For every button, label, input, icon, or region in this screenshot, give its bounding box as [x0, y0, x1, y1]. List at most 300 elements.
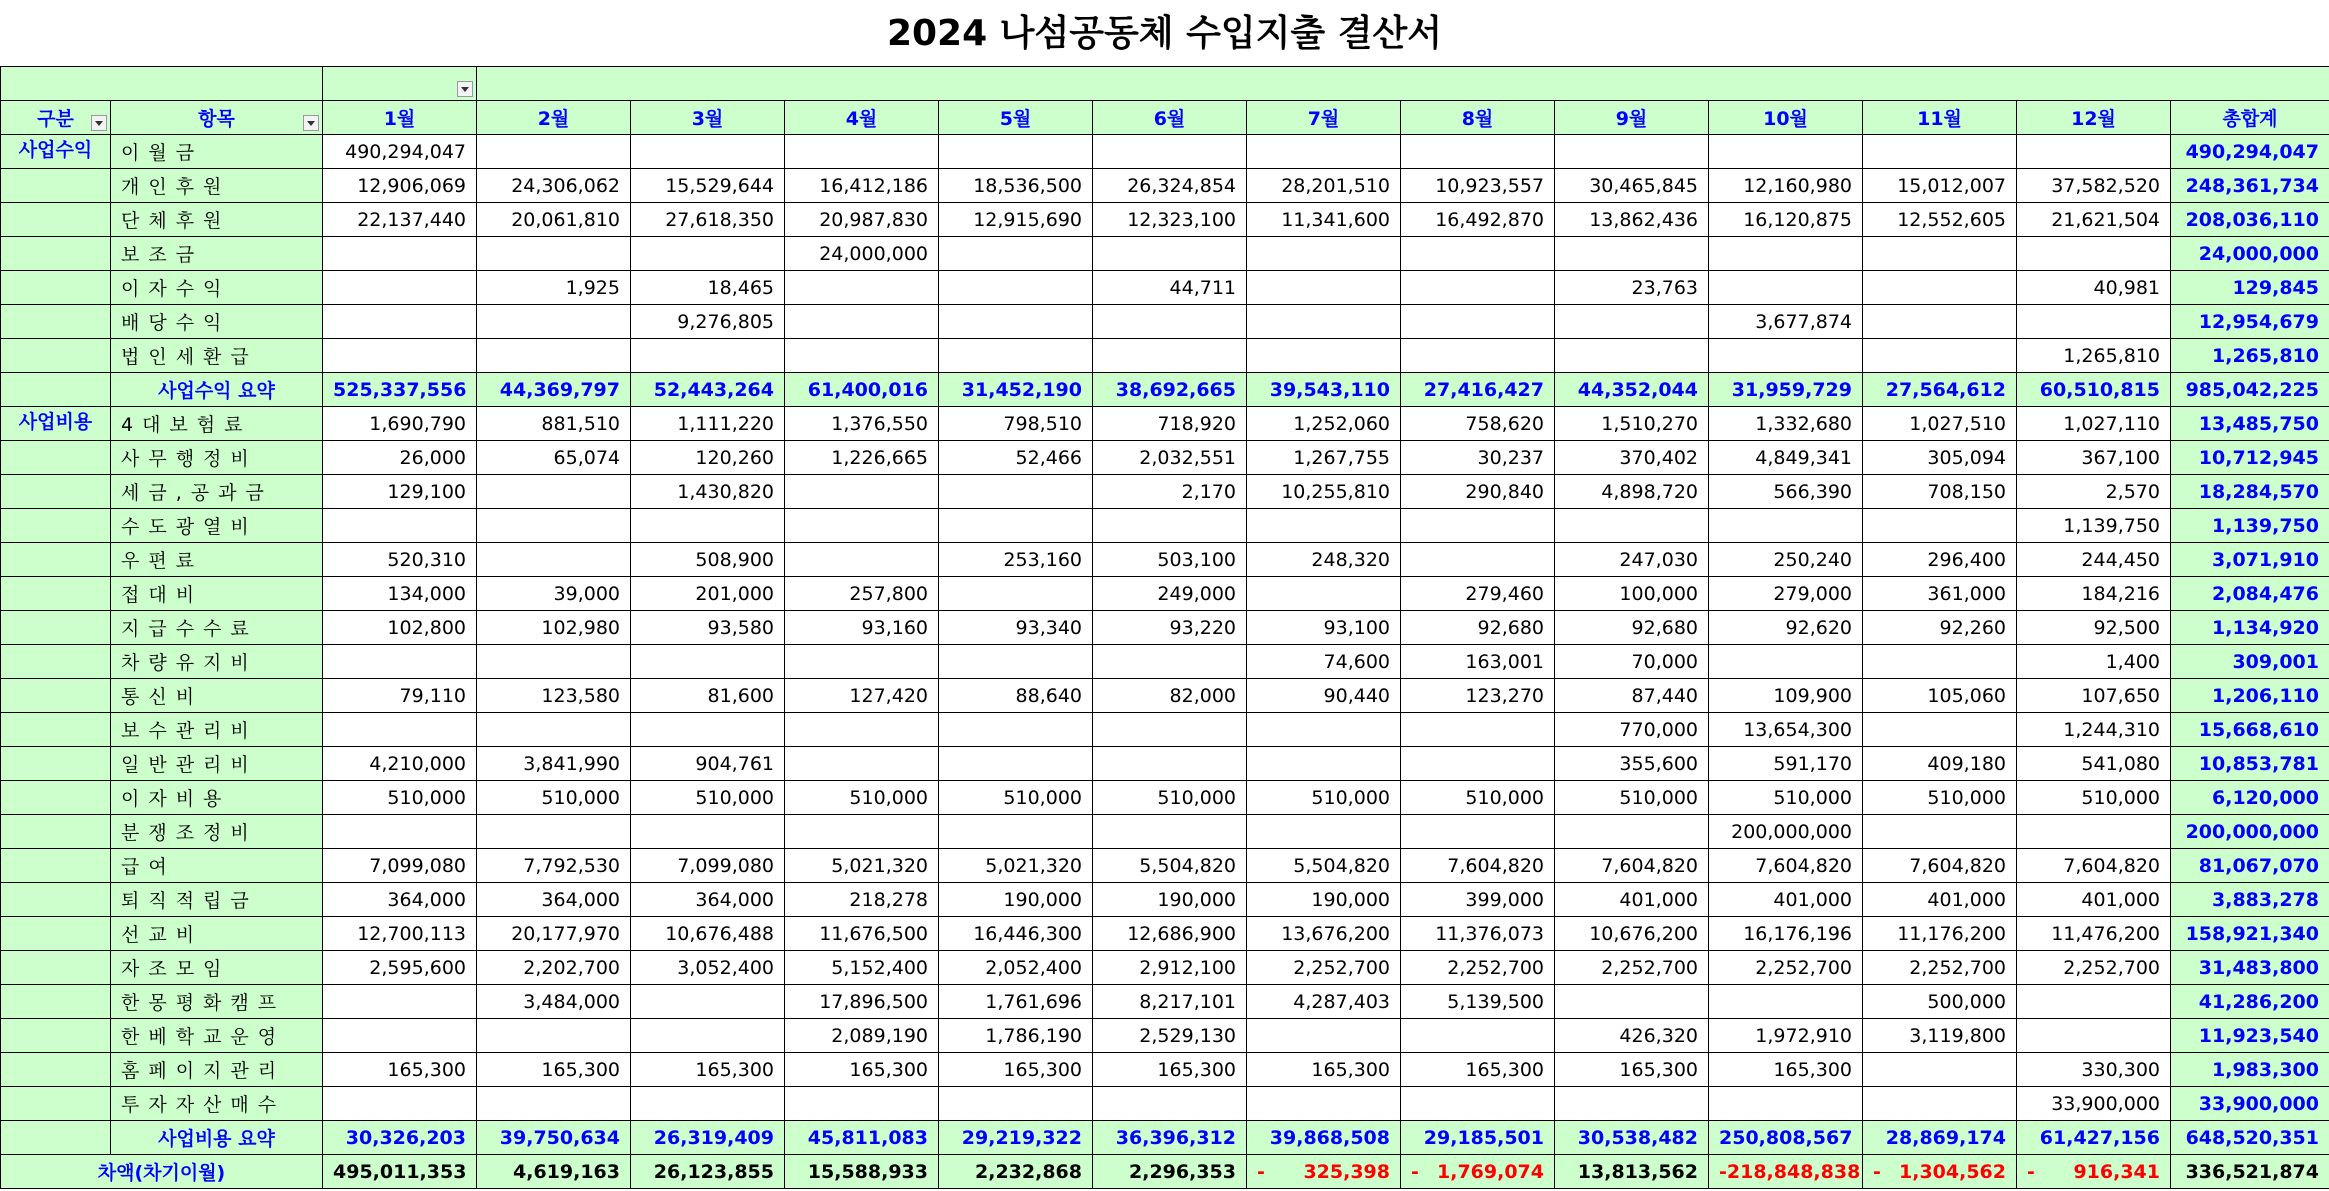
expense-value-cell: 510,000 [1709, 781, 1863, 815]
expense-value-cell: 190,000 [939, 883, 1093, 917]
expense-row-total: 200,000,000 [2171, 815, 2329, 849]
expense-value-cell: 92,260 [1863, 611, 2017, 645]
expense-summary-value: 26,319,409 [631, 1121, 785, 1155]
expense-value-cell: 1,267,755 [1247, 441, 1401, 475]
expense-summary-value: 28,869,174 [1863, 1121, 2017, 1155]
expense-value-cell [323, 985, 477, 1019]
income-category-cell [1, 203, 111, 237]
expense-value-cell: 1,252,060 [1247, 407, 1401, 441]
expense-value-cell [1093, 645, 1247, 679]
income-value-cell [1247, 271, 1401, 305]
header-month: 12월 [2017, 101, 2171, 135]
expense-row [1, 985, 2329, 1019]
balance-value-cell [1093, 1155, 1247, 1189]
balance-amount: 495,011,353 [333, 1160, 467, 1183]
expense-row [1, 815, 2329, 849]
expense-row [1, 577, 2329, 611]
expense-value-cell: 90,440 [1247, 679, 1401, 713]
balance-value-cell [1863, 1155, 2017, 1189]
income-value-cell [1247, 339, 1401, 373]
expense-item-label: 투자자산매수 [111, 1087, 323, 1121]
expense-value-cell: 364,000 [323, 883, 477, 917]
expense-value-cell: 503,100 [1093, 543, 1247, 577]
negative-sign: - [1873, 1160, 1881, 1183]
expense-row [1, 475, 2329, 509]
expense-value-cell [1555, 985, 1709, 1019]
expense-summary-value: 45,811,083 [785, 1121, 939, 1155]
expense-value-cell: 165,300 [1555, 1053, 1709, 1087]
expense-value-cell: 1,690,790 [323, 407, 477, 441]
expense-value-cell: 520,310 [323, 543, 477, 577]
balance-value-cell [477, 1155, 631, 1189]
expense-value-cell: 1,027,110 [2017, 407, 2171, 441]
expense-value-cell: 1,376,550 [785, 407, 939, 441]
income-summary-row [1, 373, 2329, 407]
header-month: 2월 [477, 101, 631, 135]
income-value-cell: 16,492,870 [1401, 203, 1555, 237]
expense-value-cell: 4,898,720 [1555, 475, 1709, 509]
income-value-cell [1401, 305, 1555, 339]
expense-value-cell [2017, 985, 2171, 1019]
income-value-cell [323, 271, 477, 305]
income-value-cell [939, 135, 1093, 169]
expense-value-cell: 7,099,080 [631, 849, 785, 883]
income-value-cell [939, 237, 1093, 271]
expense-value-cell: 7,604,820 [1401, 849, 1555, 883]
expense-value-cell [785, 475, 939, 509]
expense-value-cell [1093, 509, 1247, 543]
header-month: 8월 [1401, 101, 1555, 135]
income-category-cell [1, 339, 111, 373]
expense-value-cell: 11,176,200 [1863, 917, 2017, 951]
expense-value-cell [1247, 1087, 1401, 1121]
income-value-cell: 26,324,854 [1093, 169, 1247, 203]
expense-value-cell: 200,000,000 [1709, 815, 1863, 849]
expense-value-cell: 5,021,320 [785, 849, 939, 883]
expense-summary-label: 사업비용 요약 [111, 1121, 323, 1155]
expense-value-cell: 3,052,400 [631, 951, 785, 985]
expense-value-cell: 5,139,500 [1401, 985, 1555, 1019]
income-category-cell [1, 271, 111, 305]
expense-row-total: 2,084,476 [2171, 577, 2329, 611]
income-item-label: 배당수익 [111, 305, 323, 339]
expense-value-cell [1093, 1087, 1247, 1121]
expense-value-cell: 355,600 [1555, 747, 1709, 781]
income-row-total: 1,265,810 [2171, 339, 2329, 373]
expense-row [1, 781, 2329, 815]
expense-value-cell [1401, 509, 1555, 543]
expense-value-cell: 127,420 [785, 679, 939, 713]
expense-value-cell: 201,000 [631, 577, 785, 611]
expense-value-cell [1863, 509, 2017, 543]
expense-value-cell [785, 747, 939, 781]
expense-value-cell: 367,100 [2017, 441, 2171, 475]
income-value-cell: 18,465 [631, 271, 785, 305]
income-summary-value: 38,692,665 [1093, 373, 1247, 407]
expense-value-cell: 123,270 [1401, 679, 1555, 713]
expense-value-cell: 5,504,820 [1247, 849, 1401, 883]
balance-value-cell [785, 1155, 939, 1189]
expense-value-cell: 184,216 [2017, 577, 2171, 611]
expense-category-cell [1, 1019, 111, 1053]
expense-value-cell: 279,460 [1401, 577, 1555, 611]
header-month: 1월 [323, 101, 477, 135]
expense-value-cell: 2,252,700 [1863, 951, 2017, 985]
expense-value-cell: 26,000 [323, 441, 477, 475]
expense-value-cell: 257,800 [785, 577, 939, 611]
expense-row [1, 713, 2329, 747]
expense-value-cell: 165,300 [1247, 1053, 1401, 1087]
expense-value-cell: 2,202,700 [477, 951, 631, 985]
expense-row-total: 3,071,910 [2171, 543, 2329, 577]
expense-value-cell: 16,176,196 [1709, 917, 1863, 951]
expense-value-cell: 510,000 [785, 781, 939, 815]
expense-row-total: 1,139,750 [2171, 509, 2329, 543]
expense-value-cell [477, 815, 631, 849]
expense-row-total: 18,284,570 [2171, 475, 2329, 509]
income-value-cell [1863, 135, 2017, 169]
expense-value-cell [785, 543, 939, 577]
expense-summary-value: 29,185,501 [1401, 1121, 1555, 1155]
income-row [1, 271, 2329, 305]
income-value-cell [631, 135, 785, 169]
income-value-cell: 12,323,100 [1093, 203, 1247, 237]
income-value-cell: 24,306,062 [477, 169, 631, 203]
expense-row [1, 883, 2329, 917]
expense-value-cell [1863, 815, 2017, 849]
income-value-cell [939, 271, 1093, 305]
expense-value-cell [785, 509, 939, 543]
expense-row [1, 509, 2329, 543]
expense-value-cell [939, 747, 1093, 781]
expense-item-label: 한베학교운영 [111, 1019, 323, 1053]
expense-value-cell: 10,676,200 [1555, 917, 1709, 951]
expense-row-total: 33,900,000 [2171, 1087, 2329, 1121]
expense-value-cell [1555, 509, 1709, 543]
expense-value-cell: 165,300 [939, 1053, 1093, 1087]
income-value-cell: 30,465,845 [1555, 169, 1709, 203]
balance-value-cell [631, 1155, 785, 1189]
income-value-cell [1709, 339, 1863, 373]
expense-value-cell: 7,792,530 [477, 849, 631, 883]
income-row [1, 169, 2329, 203]
income-row [1, 203, 2329, 237]
income-value-cell: 20,061,810 [477, 203, 631, 237]
expense-value-cell: 109,900 [1709, 679, 1863, 713]
income-value-cell: 27,618,350 [631, 203, 785, 237]
income-value-cell: 20,987,830 [785, 203, 939, 237]
expense-value-cell: 249,000 [1093, 577, 1247, 611]
expense-value-cell: 10,255,810 [1247, 475, 1401, 509]
income-value-cell [323, 237, 477, 271]
expense-value-cell: 1,244,310 [2017, 713, 2171, 747]
expense-value-cell: 7,604,820 [2017, 849, 2171, 883]
income-value-cell [1093, 237, 1247, 271]
expense-value-cell: 296,400 [1863, 543, 2017, 577]
income-value-cell [631, 237, 785, 271]
category-filter-dropdown-icon[interactable] [91, 115, 107, 131]
expense-value-cell [631, 815, 785, 849]
negative-sign: - [1411, 1160, 1419, 1183]
expense-summary-total: 648,520,351 [2171, 1121, 2329, 1155]
income-summary-value: 525,337,556 [323, 373, 477, 407]
expense-category-cell [1, 815, 111, 849]
expense-value-cell: 4,849,341 [1709, 441, 1863, 475]
expense-value-cell: 253,160 [939, 543, 1093, 577]
expense-value-cell [1709, 509, 1863, 543]
expense-value-cell: 7,099,080 [323, 849, 477, 883]
income-value-cell: 40,981 [2017, 271, 2171, 305]
expense-value-cell [1401, 747, 1555, 781]
expense-value-cell: 541,080 [2017, 747, 2171, 781]
income-value-cell [477, 237, 631, 271]
expense-value-cell: 2,089,190 [785, 1019, 939, 1053]
item-filter-dropdown-icon[interactable] [303, 115, 319, 131]
header-month: 11월 [1863, 101, 2017, 135]
expense-value-cell: 1,400 [2017, 645, 2171, 679]
expense-value-cell: 123,580 [477, 679, 631, 713]
income-value-cell [1401, 271, 1555, 305]
expense-value-cell: 13,676,200 [1247, 917, 1401, 951]
expense-value-cell: 93,160 [785, 611, 939, 645]
income-value-cell [785, 339, 939, 373]
expense-value-cell: 100,000 [1555, 577, 1709, 611]
expense-value-cell: 361,000 [1863, 577, 2017, 611]
expense-value-cell: 2,252,700 [1709, 951, 1863, 985]
expense-value-cell: 2,032,551 [1093, 441, 1247, 475]
income-value-cell: 21,621,504 [2017, 203, 2171, 237]
income-value-cell [1555, 339, 1709, 373]
expense-value-cell: 70,000 [1555, 645, 1709, 679]
expense-value-cell: 165,300 [785, 1053, 939, 1087]
expense-value-cell [1401, 713, 1555, 747]
income-row [1, 305, 2329, 339]
expense-value-cell: 7,604,820 [1709, 849, 1863, 883]
income-value-cell: 44,711 [1093, 271, 1247, 305]
income-item-label: 개인후원 [111, 169, 323, 203]
expense-value-cell: 510,000 [1401, 781, 1555, 815]
expense-row [1, 1053, 2329, 1087]
expense-value-cell: 2,529,130 [1093, 1019, 1247, 1053]
expense-row-total: 13,485,750 [2171, 407, 2329, 441]
expense-item-label: 보수관리비 [111, 713, 323, 747]
expense-category-cell [1, 747, 111, 781]
expense-value-cell [939, 645, 1093, 679]
income-value-cell: 12,552,605 [1863, 203, 2017, 237]
income-value-cell: 23,763 [1555, 271, 1709, 305]
income-value-cell: 24,000,000 [785, 237, 939, 271]
income-value-cell: 16,412,186 [785, 169, 939, 203]
expense-value-cell: 510,000 [1247, 781, 1401, 815]
expense-value-cell [939, 713, 1093, 747]
balance-amount: 13,813,562 [1577, 1160, 1698, 1183]
expense-value-cell [939, 815, 1093, 849]
expense-value-cell [477, 713, 631, 747]
income-value-cell [1093, 339, 1247, 373]
expense-item-label: 지급수수료 [111, 611, 323, 645]
income-value-cell: 12,160,980 [1709, 169, 1863, 203]
expense-value-cell: 1,139,750 [2017, 509, 2171, 543]
expense-row [1, 849, 2329, 883]
income-value-cell [1247, 135, 1401, 169]
income-summary-value: 44,369,797 [477, 373, 631, 407]
income-value-cell: 37,582,520 [2017, 169, 2171, 203]
header-category-label: 구분 [37, 108, 74, 130]
income-value-cell: 16,120,875 [1709, 203, 1863, 237]
expense-value-cell: 3,484,000 [477, 985, 631, 1019]
expense-value-cell [1247, 509, 1401, 543]
expense-category-cell [1, 577, 111, 611]
expense-value-cell: 93,340 [939, 611, 1093, 645]
expense-value-cell: 134,000 [323, 577, 477, 611]
expense-value-cell: 798,510 [939, 407, 1093, 441]
expense-value-cell: 244,450 [2017, 543, 2171, 577]
expense-value-cell: 33,900,000 [2017, 1087, 2171, 1121]
income-row [1, 135, 2329, 169]
filter-row [1, 67, 2329, 101]
expense-row-total: 15,668,610 [2171, 713, 2329, 747]
income-summary-label: 사업수익 요약 [111, 373, 323, 407]
expense-value-cell: 102,800 [323, 611, 477, 645]
settlement-table [0, 66, 2329, 1189]
expense-value-cell [631, 509, 785, 543]
income-value-cell [323, 339, 477, 373]
income-category-cell [1, 237, 111, 271]
expense-row [1, 543, 2329, 577]
income-value-cell [477, 339, 631, 373]
expense-value-cell: 102,980 [477, 611, 631, 645]
expense-value-cell: 401,000 [1709, 883, 1863, 917]
balance-value-cell [1247, 1155, 1401, 1189]
income-value-cell: 3,677,874 [1709, 305, 1863, 339]
income-row-total: 129,845 [2171, 271, 2329, 305]
expense-value-cell [785, 815, 939, 849]
income-value-cell: 9,276,805 [631, 305, 785, 339]
balance-value-cell [939, 1155, 1093, 1189]
expense-value-cell: 2,252,700 [1401, 951, 1555, 985]
expense-value-cell: 510,000 [477, 781, 631, 815]
expense-value-cell: 165,300 [1709, 1053, 1863, 1087]
income-value-cell: 18,536,500 [939, 169, 1093, 203]
expense-value-cell: 1,111,220 [631, 407, 785, 441]
expense-item-label: 선교비 [111, 917, 323, 951]
expense-value-cell: 218,278 [785, 883, 939, 917]
expense-value-cell [323, 713, 477, 747]
income-value-cell [1863, 339, 2017, 373]
expense-value-cell: 401,000 [1863, 883, 2017, 917]
balance-row [1, 1155, 2329, 1189]
expense-value-cell: 7,604,820 [1555, 849, 1709, 883]
expense-row-total: 10,712,945 [2171, 441, 2329, 475]
expense-item-label: 자조모임 [111, 951, 323, 985]
expense-row [1, 747, 2329, 781]
expense-value-cell: 2,252,700 [2017, 951, 2171, 985]
expense-value-cell [477, 1019, 631, 1053]
expense-value-cell: 2,912,100 [1093, 951, 1247, 985]
expense-summary-spacer [1, 1121, 111, 1155]
expense-row [1, 407, 2329, 441]
income-value-cell [785, 135, 939, 169]
expense-category-cell [1, 985, 111, 1019]
balance-value-cell [1709, 1155, 1863, 1189]
income-category-cell [1, 169, 111, 203]
expense-value-cell: 92,680 [1555, 611, 1709, 645]
expense-value-cell [1093, 747, 1247, 781]
expense-value-cell: 190,000 [1247, 883, 1401, 917]
expense-summary-value: 39,868,508 [1247, 1121, 1401, 1155]
filter-dropdown-icon[interactable] [457, 81, 473, 97]
expense-value-cell: 165,300 [1401, 1053, 1555, 1087]
expense-value-cell: 165,300 [1093, 1053, 1247, 1087]
expense-value-cell: 39,000 [477, 577, 631, 611]
expense-value-cell: 566,390 [1709, 475, 1863, 509]
expense-item-label: 이자비용 [111, 781, 323, 815]
income-value-cell: 1,265,810 [2017, 339, 2171, 373]
income-summary-spacer [1, 373, 111, 407]
page-filter-cell [323, 67, 477, 101]
expense-value-cell: 30,237 [1401, 441, 1555, 475]
expense-category-cell [1, 849, 111, 883]
expense-row-total: 309,001 [2171, 645, 2329, 679]
header-item-label: 항목 [198, 108, 235, 130]
income-value-cell [2017, 135, 2171, 169]
expense-value-cell: 107,650 [2017, 679, 2171, 713]
expense-value-cell: 8,217,101 [1093, 985, 1247, 1019]
header-month: 5월 [939, 101, 1093, 135]
expense-row [1, 1087, 2329, 1121]
balance-amount: 1,769,074 [1437, 1160, 1544, 1183]
expense-category-cell [1, 509, 111, 543]
expense-value-cell [1401, 543, 1555, 577]
expense-row [1, 611, 2329, 645]
filter-spacer-right [477, 67, 2329, 101]
income-value-cell: 10,923,557 [1401, 169, 1555, 203]
expense-value-cell: 904,761 [631, 747, 785, 781]
income-summary-value: 39,543,110 [1247, 373, 1401, 407]
income-row-total: 24,000,000 [2171, 237, 2329, 271]
income-value-cell [1247, 305, 1401, 339]
expense-value-cell: 510,000 [1093, 781, 1247, 815]
expense-category-cell [1, 645, 111, 679]
income-summary-total: 985,042,225 [2171, 373, 2329, 407]
expense-value-cell: 13,654,300 [1709, 713, 1863, 747]
header-month: 6월 [1093, 101, 1247, 135]
expense-value-cell [1093, 815, 1247, 849]
expense-value-cell: 399,000 [1401, 883, 1555, 917]
expense-value-cell: 718,920 [1093, 407, 1247, 441]
expense-summary-value: 61,427,156 [2017, 1121, 2171, 1155]
expense-value-cell: 65,074 [477, 441, 631, 475]
income-value-cell [2017, 305, 2171, 339]
balance-value-cell [1401, 1155, 1555, 1189]
header-month: 7월 [1247, 101, 1401, 135]
expense-value-cell [1709, 645, 1863, 679]
expense-value-cell: 92,500 [2017, 611, 2171, 645]
income-row-total: 208,036,110 [2171, 203, 2329, 237]
expense-value-cell [1863, 645, 2017, 679]
expense-category-cell [1, 917, 111, 951]
income-value-cell [1555, 135, 1709, 169]
filter-spacer [1, 67, 323, 101]
income-value-cell: 22,137,440 [323, 203, 477, 237]
income-value-cell [1863, 305, 2017, 339]
expense-value-cell: 79,110 [323, 679, 477, 713]
expense-value-cell: 591,170 [1709, 747, 1863, 781]
expense-value-cell: 10,676,488 [631, 917, 785, 951]
expense-value-cell: 12,686,900 [1093, 917, 1247, 951]
expense-value-cell: 93,220 [1093, 611, 1247, 645]
expense-item-label: 4대보험료 [111, 407, 323, 441]
